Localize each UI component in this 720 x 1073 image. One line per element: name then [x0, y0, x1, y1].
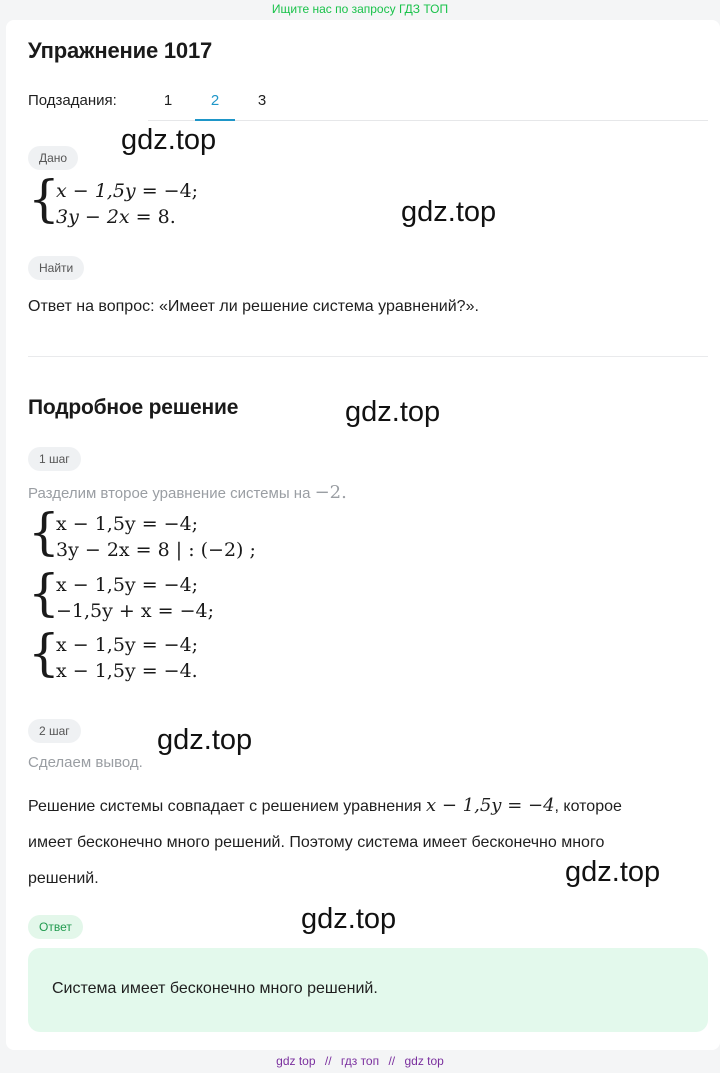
step1-system-2: { x − 1,5y = −4; −1,5y + x = −4; [28, 570, 328, 628]
left-brace-icon: { [28, 503, 60, 561]
section-divider [28, 356, 708, 357]
step1-system-1: { x − 1,5y = −4; 3y − 2x = 8 | : (−2) ; [28, 509, 328, 567]
search-hint-banner: Ищите нас по запросу ГДЗ ТОП [271, 2, 449, 16]
tab-subtask-2[interactable]: 2 [210, 92, 220, 109]
page-title: Упражнение 1017 [28, 38, 213, 63]
solution-title: Подробное решение [28, 396, 239, 419]
step1-caption: Разделим второе уравнение системы на −2. [28, 482, 347, 503]
step1-chip: 1 шаг [28, 447, 81, 471]
step2-caption: Сделаем вывод. [28, 754, 143, 771]
given-eq1: x − 1,5y [56, 180, 136, 202]
active-tab-indicator [195, 119, 235, 121]
equation-inline: x − 1,5y = −4 [426, 795, 555, 816]
watermark: gdz.top [301, 903, 397, 935]
step1-system-3: { x − 1,5y = −4; x − 1,5y = −4. [28, 630, 328, 688]
left-brace-icon: { [28, 564, 60, 622]
watermark: gdz.top [345, 396, 441, 428]
find-chip: Найти [28, 256, 84, 280]
answer-box [28, 948, 708, 1032]
footer-link[interactable]: гдз топ [340, 1054, 380, 1068]
footer: gdz top // гдз топ // gdz top [276, 1054, 444, 1068]
tab-subtask-3[interactable]: 3 [257, 92, 267, 109]
answer-chip: Ответ [28, 915, 83, 939]
watermark: gdz.top [121, 124, 217, 156]
subtasks-label: Подзадания: [28, 92, 117, 109]
watermark: gdz.top [565, 856, 661, 888]
exercise-card [6, 20, 720, 1050]
step2-explanation: Решение системы совпадает с решением уравнения x − 1,5y = −4, которое имеет бесконечно много решений. Поэтому система имеет бесконечно много решений. [28, 795, 622, 887]
answer-text: Система имеет бесконечно много решений. [52, 980, 378, 997]
tab-subtask-1[interactable]: 1 [163, 92, 173, 109]
left-brace-icon: { [28, 170, 60, 228]
watermark: gdz.top [157, 724, 253, 756]
step2-chip: 2 шаг [28, 719, 81, 743]
watermark: gdz.top [401, 196, 497, 228]
left-brace-icon: { [28, 624, 60, 682]
given-eq2: 3y − 2x [56, 206, 130, 228]
given-system: { x − 1,5y = −4; 3y − 2x = 8. [28, 176, 268, 234]
footer-link[interactable]: gdz top [404, 1054, 444, 1068]
footer-link[interactable]: gdz top [276, 1054, 316, 1068]
given-chip: Дано [28, 146, 78, 170]
find-question: Ответ на вопрос: «Имеет ли решение система уравнений?». [28, 298, 479, 315]
